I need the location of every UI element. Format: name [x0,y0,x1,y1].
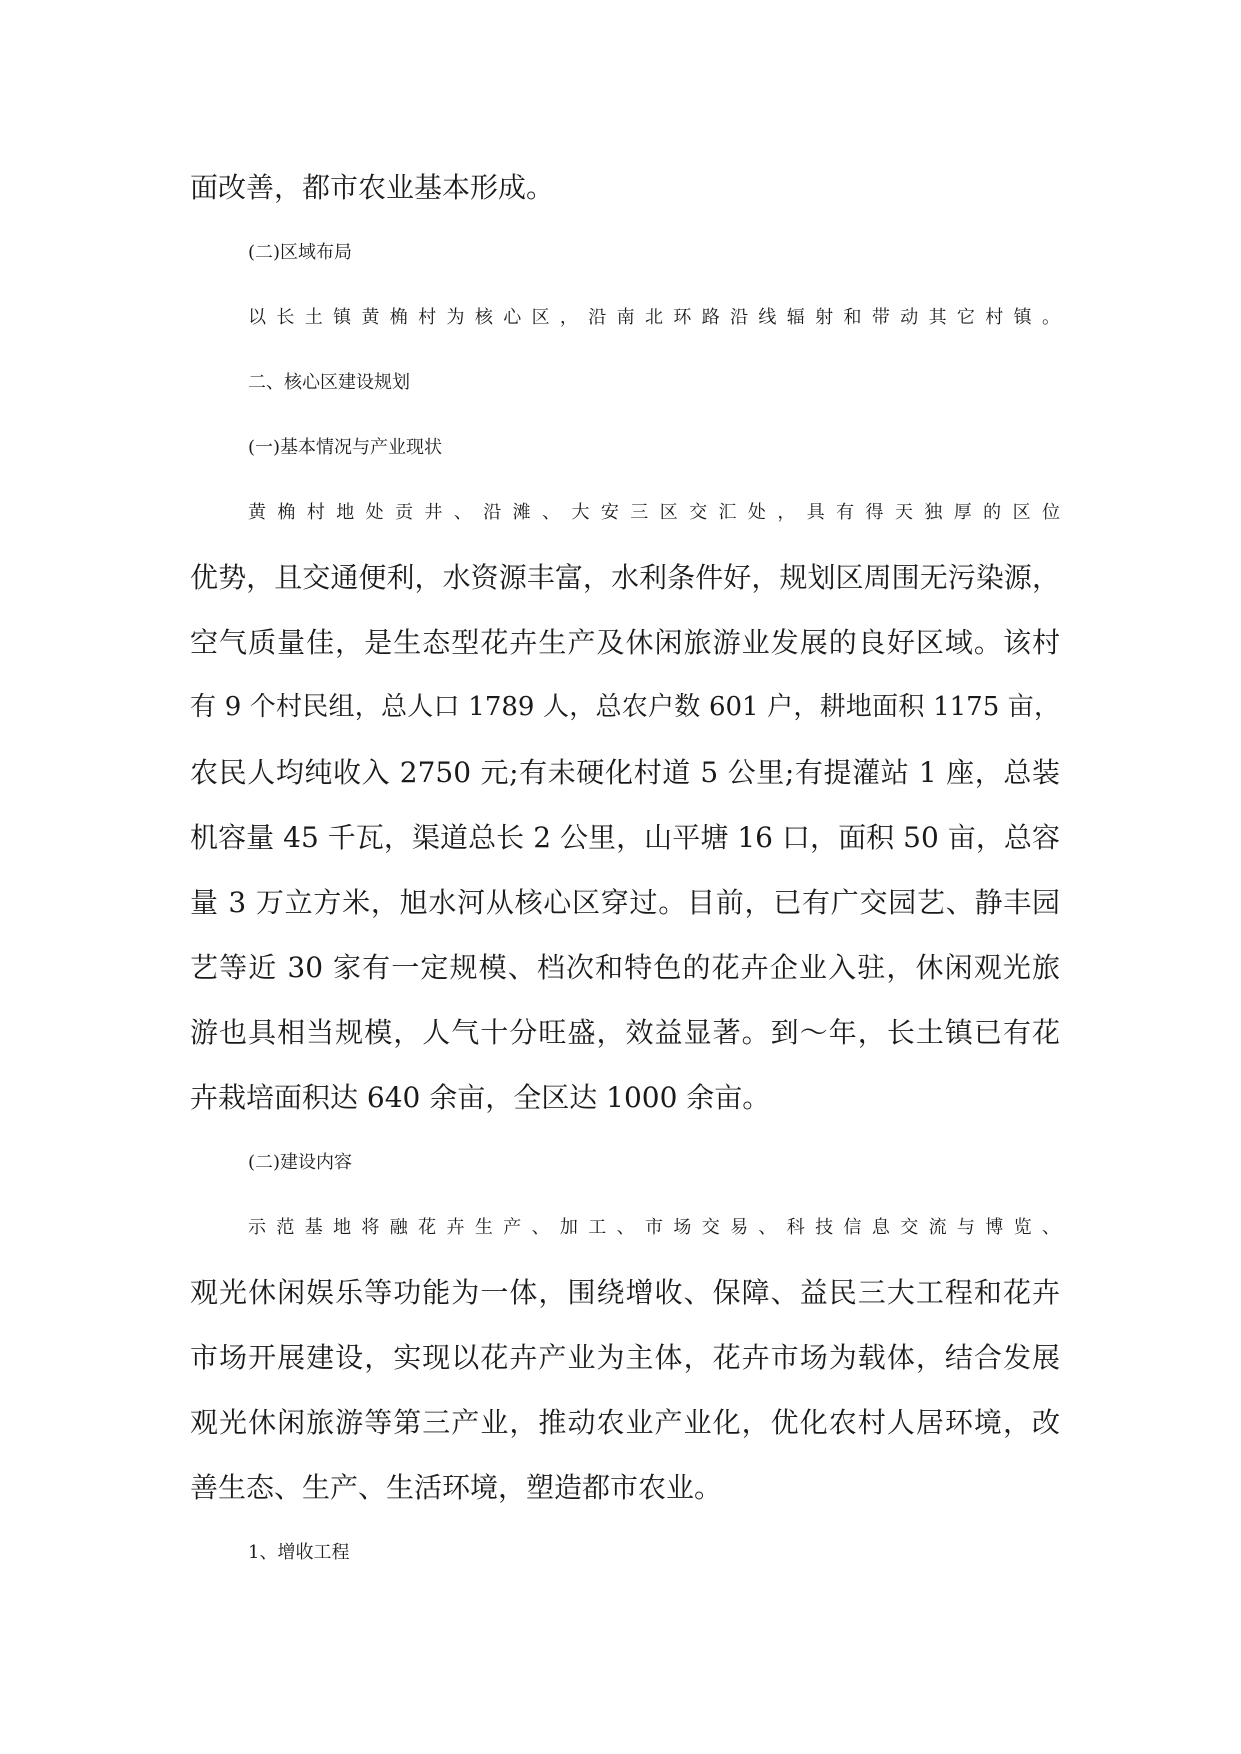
text-line: 市场开展建设，实现以花卉产业为主体，花卉市场为载体，结合发展 [190,1341,1060,1374]
text-line: 善生态、生产、生活环境，塑造都市农业。 [190,1471,723,1504]
text-line: 黄桷村地处贡井、沿滩、大安三区交汇处，具有得天独厚的区位 [248,502,1060,523]
text-line: 卉栽培面积达 640 余亩，全区达 1000 余亩。 [190,1081,771,1114]
section-heading: (二)区域布局 [248,242,353,263]
text-line: 空气质量佳，是生态型花卉生产及休闲旅游业发展的良好区域。该村 [190,626,1060,659]
text-line: 优势，且交通便利，水资源丰富，水利条件好，规划区周围无污染源， [190,561,1060,594]
text-line: 量 3 万立方米，旭水河从核心区穿过。目前，已有广交园艺、静丰园 [190,886,1060,919]
text-line: 有 9 个村民组，总人口 1789 人，总农户数 601 户，耕地面积 1175 亩， [190,692,1060,722]
text-line: 以长土镇黄桷村为核心区，沿南北环路沿线辐射和带动其它村镇。 [248,307,1060,328]
section-heading: 1、增收工程 [248,1542,350,1563]
text-line: 农民人均纯收入 2750 元;有未硬化村道 5 公里;有提灌站 1 座，总装 [190,756,1060,789]
section-heading: (二)建设内容 [248,1152,353,1173]
text-line: 机容量 45 千瓦，渠道总长 2 公里，山平塘 16 口，面积 50 亩，总容 [190,821,1060,854]
text-line: 艺等近 30 家有一定规模、档次和特色的花卉企业入驻，休闲观光旅 [190,951,1060,984]
text-line: 观光休闲娱乐等功能为一体，围绕增收、保障、益民三大工程和花卉 [190,1276,1060,1309]
text-line: 游也具相当规模，人气十分旺盛，效益显著。到～年，长土镇已有花 [190,1016,1060,1049]
text-line: 面改善，都市农业基本形成。 [190,171,555,204]
document-body [190,155,1060,1585]
text-line: 示范基地将融花卉生产、加工、市场交易、科技信息交流与博览、 [248,1217,1060,1238]
section-heading: (一)基本情况与产业现状 [248,437,443,458]
section-heading: 二、核心区建设规划 [248,372,410,393]
text-line: 观光休闲旅游等第三产业，推动农业产业化，优化农村人居环境，改 [190,1406,1060,1439]
